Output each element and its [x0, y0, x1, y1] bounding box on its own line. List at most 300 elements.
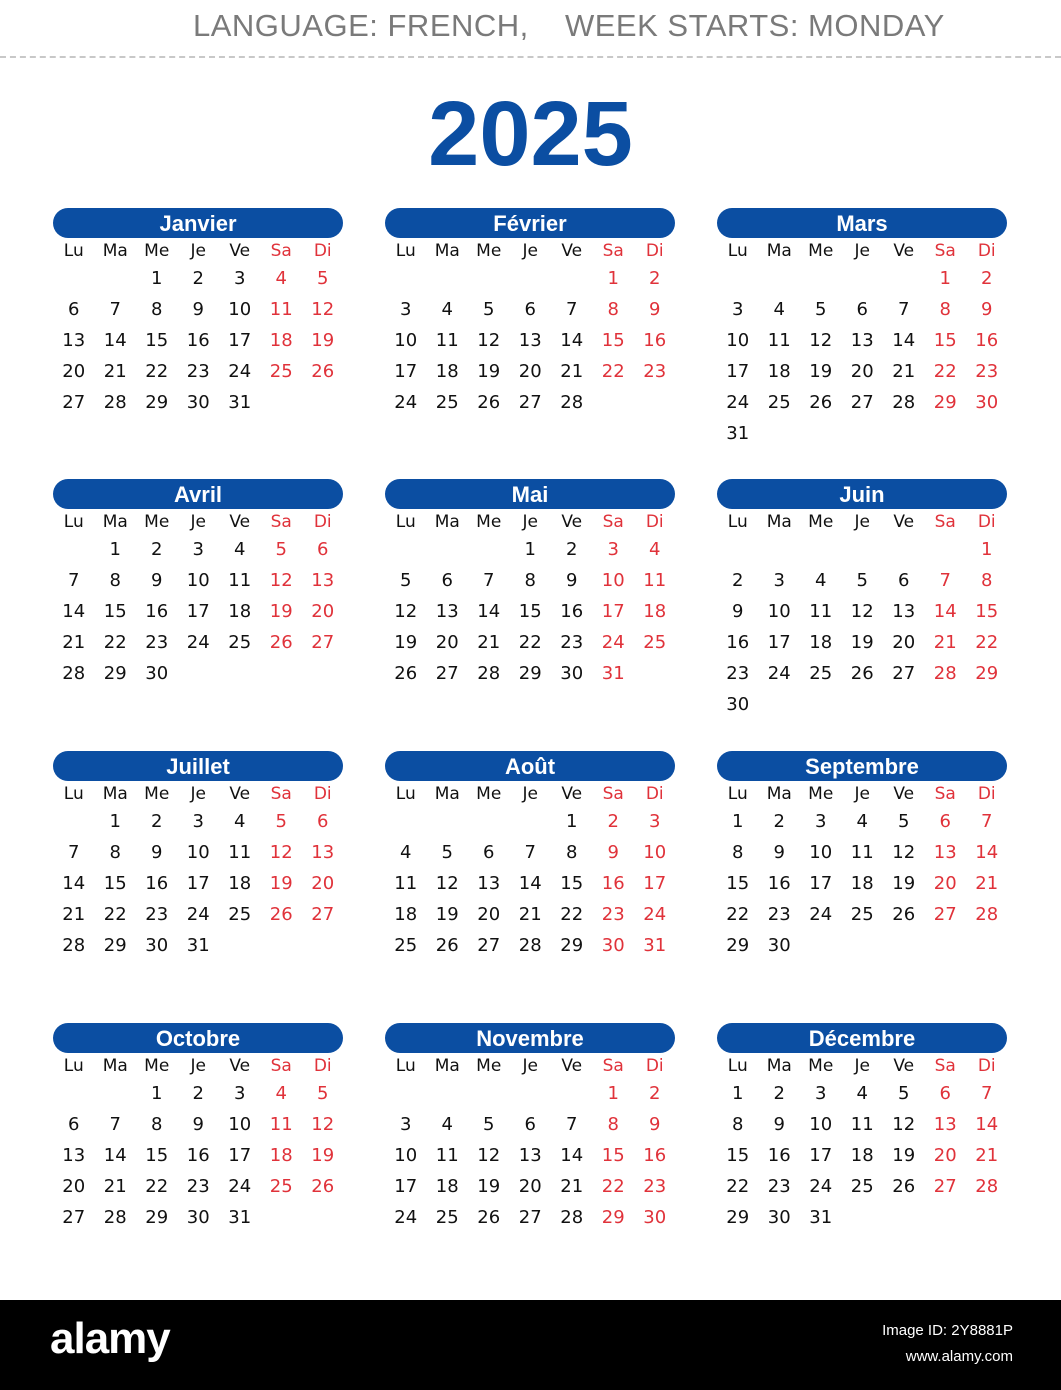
month-7: [53, 751, 343, 956]
day-cell: 1: [939, 268, 951, 289]
day-cell: 13: [62, 330, 86, 351]
day-cell: 28: [518, 935, 542, 956]
day-cell: 1: [981, 539, 993, 560]
day-cell: 13: [435, 601, 459, 622]
day-cell: 16: [767, 873, 791, 894]
day-cell: 7: [566, 1114, 578, 1135]
day-cell: 16: [726, 632, 750, 653]
day-cell: 20: [477, 904, 501, 925]
day-cell: 18: [269, 330, 293, 351]
weekday-label: Je: [522, 1056, 538, 1076]
day-cell: 1: [607, 268, 619, 289]
day-cell: 3: [234, 1083, 246, 1104]
day-cell: 21: [560, 1176, 584, 1197]
day-cell: 3: [815, 1083, 827, 1104]
day-cell: 28: [62, 935, 86, 956]
day-cell: 25: [228, 632, 252, 653]
day-cell: 2: [732, 570, 744, 591]
day-cell: 7: [68, 842, 80, 863]
day-cell: 21: [560, 361, 584, 382]
day-cell: 31: [228, 392, 252, 413]
day-cell: 14: [103, 330, 127, 351]
day-cell: 14: [560, 1145, 584, 1166]
day-cell: 10: [186, 842, 210, 863]
day-cell: 19: [892, 873, 916, 894]
day-cell: 6: [317, 539, 329, 560]
day-cell: 16: [560, 601, 584, 622]
weekday-label: Ve: [561, 512, 583, 532]
day-cell: 14: [62, 873, 86, 894]
day-cell: 17: [186, 601, 210, 622]
day-cell: 20: [62, 1176, 86, 1197]
day-cell: 29: [518, 663, 542, 684]
day-cell: 25: [643, 632, 667, 653]
day-cell: 7: [939, 570, 951, 591]
day-cell: 9: [732, 601, 744, 622]
weekday-label: Ve: [561, 784, 583, 804]
day-cell: 24: [186, 904, 210, 925]
day-cell: 20: [518, 361, 542, 382]
day-cell: 1: [524, 539, 536, 560]
weekday-label: Je: [854, 512, 870, 532]
site-url: www.alamy.com: [905, 1348, 1013, 1365]
day-cell: 24: [809, 904, 833, 925]
weekday-label: Lu: [63, 241, 84, 261]
day-cell: 4: [856, 1083, 868, 1104]
day-cell: 16: [601, 873, 625, 894]
day-cell: 27: [850, 392, 874, 413]
day-cell: 18: [394, 904, 418, 925]
day-cell: 11: [228, 842, 252, 863]
day-cell: 22: [601, 361, 625, 382]
day-cell: 6: [483, 842, 495, 863]
day-cell: 8: [151, 299, 163, 320]
day-cell: 23: [145, 904, 169, 925]
day-cell: 7: [483, 570, 495, 591]
weekday-label: Je: [854, 784, 870, 804]
weekday-label: Sa: [270, 1056, 292, 1076]
day-cell: 22: [518, 632, 542, 653]
weekday-label: Di: [977, 784, 996, 804]
month-6: [717, 479, 1007, 715]
weekday-label: Je: [854, 1056, 870, 1076]
day-cell: 11: [435, 1145, 459, 1166]
day-cell: 14: [975, 1114, 999, 1135]
day-cell: 1: [607, 1083, 619, 1104]
day-cell: 30: [767, 935, 791, 956]
day-cell: 2: [192, 1083, 204, 1104]
day-cell: 18: [643, 601, 667, 622]
weekday-label: Ve: [893, 512, 915, 532]
weekday-label: Lu: [63, 784, 84, 804]
day-cell: 20: [850, 361, 874, 382]
weekday-label: Ma: [102, 241, 128, 261]
day-cell: 2: [607, 811, 619, 832]
weekday-label: Ma: [102, 784, 128, 804]
month-name: Juillet: [53, 751, 343, 781]
day-cell: 13: [311, 570, 335, 591]
day-cell: 14: [62, 601, 86, 622]
week-start-label: WEEK STARTS: MONDAY: [565, 8, 945, 43]
day-cell: 24: [643, 904, 667, 925]
day-cell: 10: [767, 601, 791, 622]
day-cell: 9: [151, 570, 163, 591]
day-cell: 12: [269, 842, 293, 863]
month-name: Novembre: [385, 1023, 675, 1053]
day-cell: 27: [933, 1176, 957, 1197]
day-cell: 27: [435, 663, 459, 684]
weekday-label: Ma: [434, 241, 460, 261]
day-cell: 20: [933, 1145, 957, 1166]
day-cell: 11: [809, 601, 833, 622]
day-cell: 26: [809, 392, 833, 413]
day-cell: 8: [109, 570, 121, 591]
day-cell: 11: [850, 842, 874, 863]
month-3: [717, 208, 1007, 444]
year-title: 2025: [428, 83, 633, 185]
weekday-label: Ve: [893, 1056, 915, 1076]
weekday-label: Je: [522, 512, 538, 532]
day-cell: 29: [560, 935, 584, 956]
month-name: Mars: [717, 208, 1007, 238]
day-cell: 21: [477, 632, 501, 653]
day-cell: 7: [981, 811, 993, 832]
month-name: Septembre: [717, 751, 1007, 781]
day-cell: 17: [726, 361, 750, 382]
day-cell: 27: [933, 904, 957, 925]
day-cell: 17: [186, 873, 210, 894]
day-cell: 20: [62, 361, 86, 382]
weekday-label: Je: [190, 241, 206, 261]
day-cell: 23: [643, 1176, 667, 1197]
day-cell: 28: [975, 904, 999, 925]
day-cell: 30: [560, 663, 584, 684]
day-cell: 12: [269, 570, 293, 591]
weekday-label: Ve: [229, 512, 251, 532]
day-cell: 16: [767, 1145, 791, 1166]
day-cell: 12: [892, 1114, 916, 1135]
day-cell: 6: [898, 570, 910, 591]
weekday-label: Je: [854, 241, 870, 261]
weekday-label: Me: [476, 241, 502, 261]
day-cell: 21: [103, 361, 127, 382]
weekday-label: Sa: [602, 512, 624, 532]
day-cell: 19: [435, 904, 459, 925]
day-cell: 16: [186, 1145, 210, 1166]
day-cell: 6: [939, 1083, 951, 1104]
day-cell: 31: [186, 935, 210, 956]
day-cell: 1: [151, 268, 163, 289]
day-cell: 14: [892, 330, 916, 351]
day-cell: 23: [975, 361, 999, 382]
day-cell: 19: [809, 361, 833, 382]
weekday-label: Ve: [561, 241, 583, 261]
day-cell: 10: [643, 842, 667, 863]
weekday-label: Je: [190, 784, 206, 804]
day-cell: 1: [566, 811, 578, 832]
weekday-label: Sa: [602, 1056, 624, 1076]
day-cell: 18: [269, 1145, 293, 1166]
month-2: [385, 208, 675, 413]
day-cell: 4: [815, 570, 827, 591]
day-cell: 29: [103, 663, 127, 684]
day-cell: 16: [975, 330, 999, 351]
day-cell: 21: [975, 1145, 999, 1166]
day-cell: 15: [601, 330, 625, 351]
day-cell: 21: [62, 632, 86, 653]
day-cell: 20: [311, 601, 335, 622]
day-cell: 29: [103, 935, 127, 956]
day-cell: 12: [394, 601, 418, 622]
weekday-label: Sa: [602, 784, 624, 804]
day-cell: 11: [269, 1114, 293, 1135]
day-cell: 13: [518, 330, 542, 351]
day-cell: 31: [726, 423, 750, 444]
day-cell: 11: [269, 299, 293, 320]
day-cell: 10: [228, 1114, 252, 1135]
day-cell: 20: [311, 873, 335, 894]
weekday-label: Me: [476, 512, 502, 532]
day-cell: 29: [145, 392, 169, 413]
day-cell: 23: [767, 904, 791, 925]
day-cell: 18: [435, 1176, 459, 1197]
day-cell: 4: [649, 539, 661, 560]
day-cell: 19: [311, 330, 335, 351]
day-cell: 13: [933, 842, 957, 863]
day-cell: 24: [601, 632, 625, 653]
month-10: [53, 1023, 343, 1228]
day-cell: 4: [275, 1083, 287, 1104]
day-cell: 11: [394, 873, 418, 894]
weekday-label: Sa: [934, 241, 956, 261]
weekday-label: Ma: [434, 1056, 460, 1076]
day-cell: 3: [773, 570, 785, 591]
day-cell: 3: [732, 299, 744, 320]
day-cell: 15: [975, 601, 999, 622]
day-cell: 9: [151, 842, 163, 863]
day-cell: 17: [228, 1145, 252, 1166]
weekday-label: Je: [522, 241, 538, 261]
day-cell: 21: [975, 873, 999, 894]
day-cell: 19: [850, 632, 874, 653]
weekday-label: Je: [522, 784, 538, 804]
weekday-label: Je: [190, 512, 206, 532]
day-cell: 4: [234, 811, 246, 832]
weekday-label: Di: [313, 241, 332, 261]
day-cell: 28: [62, 663, 86, 684]
day-cell: 10: [394, 330, 418, 351]
day-cell: 26: [311, 1176, 335, 1197]
day-cell: 6: [856, 299, 868, 320]
day-cell: 24: [767, 663, 791, 684]
day-cell: 30: [145, 935, 169, 956]
day-cell: 17: [643, 873, 667, 894]
day-cell: 18: [767, 361, 791, 382]
day-cell: 1: [732, 811, 744, 832]
day-cell: 30: [726, 694, 750, 715]
day-cell: 23: [643, 361, 667, 382]
day-cell: 20: [933, 873, 957, 894]
weekday-label: Lu: [727, 241, 748, 261]
day-cell: 30: [767, 1207, 791, 1228]
weekday-label: Lu: [727, 512, 748, 532]
day-cell: 7: [898, 299, 910, 320]
day-cell: 4: [234, 539, 246, 560]
weekday-label: Me: [476, 1056, 502, 1076]
day-cell: 10: [228, 299, 252, 320]
day-cell: 14: [975, 842, 999, 863]
day-cell: 10: [394, 1145, 418, 1166]
day-cell: 1: [109, 539, 121, 560]
month-name: Avril: [53, 479, 343, 509]
day-cell: 26: [892, 904, 916, 925]
day-cell: 19: [477, 361, 501, 382]
weekday-label: Ma: [766, 241, 792, 261]
day-cell: 31: [809, 1207, 833, 1228]
day-cell: 5: [898, 1083, 910, 1104]
month-name: Février: [385, 208, 675, 238]
day-cell: 8: [566, 842, 578, 863]
day-cell: 27: [518, 392, 542, 413]
day-cell: 11: [643, 570, 667, 591]
day-cell: 7: [566, 299, 578, 320]
weekday-label: Ma: [102, 1056, 128, 1076]
day-cell: 22: [145, 1176, 169, 1197]
day-cell: 22: [726, 904, 750, 925]
day-cell: 5: [815, 299, 827, 320]
weekday-label: Me: [144, 1056, 170, 1076]
month-11: [385, 1023, 675, 1228]
day-cell: 19: [394, 632, 418, 653]
day-cell: 19: [477, 1176, 501, 1197]
day-cell: 21: [62, 904, 86, 925]
weekday-label: Ve: [229, 1056, 251, 1076]
day-cell: 22: [933, 361, 957, 382]
day-cell: 11: [850, 1114, 874, 1135]
day-cell: 6: [524, 1114, 536, 1135]
month-9: [717, 751, 1007, 956]
day-cell: 26: [477, 1207, 501, 1228]
day-cell: 20: [518, 1176, 542, 1197]
weekday-label: Me: [808, 241, 834, 261]
day-cell: 8: [981, 570, 993, 591]
day-cell: 23: [560, 632, 584, 653]
day-cell: 13: [850, 330, 874, 351]
day-cell: 17: [767, 632, 791, 653]
weekday-label: Ve: [893, 784, 915, 804]
day-cell: 27: [311, 904, 335, 925]
weekday-label: Me: [808, 512, 834, 532]
day-cell: 23: [601, 904, 625, 925]
day-cell: 8: [524, 570, 536, 591]
day-cell: 11: [435, 330, 459, 351]
day-cell: 22: [103, 904, 127, 925]
day-cell: 2: [649, 1083, 661, 1104]
day-cell: 29: [726, 1207, 750, 1228]
weekday-label: Me: [144, 512, 170, 532]
day-cell: 24: [186, 632, 210, 653]
day-cell: 24: [228, 361, 252, 382]
day-cell: 22: [601, 1176, 625, 1197]
weekday-label: Lu: [395, 784, 416, 804]
day-cell: 1: [732, 1083, 744, 1104]
day-cell: 9: [773, 842, 785, 863]
day-cell: 10: [809, 842, 833, 863]
day-cell: 25: [435, 392, 459, 413]
day-cell: 7: [109, 1114, 121, 1135]
day-cell: 18: [228, 601, 252, 622]
day-cell: 16: [145, 601, 169, 622]
day-cell: 14: [518, 873, 542, 894]
day-cell: 4: [856, 811, 868, 832]
day-cell: 2: [981, 268, 993, 289]
weekday-label: Di: [313, 784, 332, 804]
day-cell: 15: [145, 330, 169, 351]
day-cell: 22: [145, 361, 169, 382]
day-cell: 5: [483, 1114, 495, 1135]
day-cell: 24: [394, 1207, 418, 1228]
day-cell: 13: [62, 1145, 86, 1166]
day-cell: 2: [773, 811, 785, 832]
weekday-label: Sa: [270, 241, 292, 261]
day-cell: 22: [975, 632, 999, 653]
day-cell: 5: [275, 811, 287, 832]
day-cell: 10: [601, 570, 625, 591]
day-cell: 3: [192, 539, 204, 560]
day-cell: 13: [311, 842, 335, 863]
day-cell: 18: [435, 361, 459, 382]
day-cell: 27: [62, 392, 86, 413]
day-cell: 16: [186, 330, 210, 351]
day-cell: 27: [62, 1207, 86, 1228]
weekday-label: Lu: [727, 1056, 748, 1076]
day-cell: 21: [518, 904, 542, 925]
day-cell: 26: [477, 392, 501, 413]
day-cell: 28: [103, 1207, 127, 1228]
day-cell: 15: [601, 1145, 625, 1166]
day-cell: 15: [726, 1145, 750, 1166]
day-cell: 17: [394, 361, 418, 382]
weekday-label: Me: [808, 1056, 834, 1076]
language-label: LANGUAGE: FRENCH,: [193, 8, 529, 43]
header-bar: [0, 0, 1061, 58]
day-cell: 12: [477, 1145, 501, 1166]
weekday-label: Ma: [766, 784, 792, 804]
day-cell: 15: [103, 873, 127, 894]
day-cell: 10: [186, 570, 210, 591]
day-cell: 16: [643, 1145, 667, 1166]
day-cell: 26: [269, 904, 293, 925]
day-cell: 29: [975, 663, 999, 684]
weekday-label: Je: [190, 1056, 206, 1076]
day-cell: 10: [809, 1114, 833, 1135]
day-cell: 25: [767, 392, 791, 413]
day-cell: 12: [477, 330, 501, 351]
day-cell: 14: [560, 330, 584, 351]
day-cell: 21: [933, 632, 957, 653]
weekday-label: Di: [313, 512, 332, 532]
day-cell: 8: [939, 299, 951, 320]
day-cell: 6: [441, 570, 453, 591]
day-cell: 7: [109, 299, 121, 320]
day-cell: 6: [317, 811, 329, 832]
day-cell: 1: [151, 1083, 163, 1104]
day-cell: 5: [400, 570, 412, 591]
day-cell: 23: [726, 663, 750, 684]
day-cell: 4: [275, 268, 287, 289]
weekday-label: Sa: [934, 1056, 956, 1076]
day-cell: 9: [566, 570, 578, 591]
